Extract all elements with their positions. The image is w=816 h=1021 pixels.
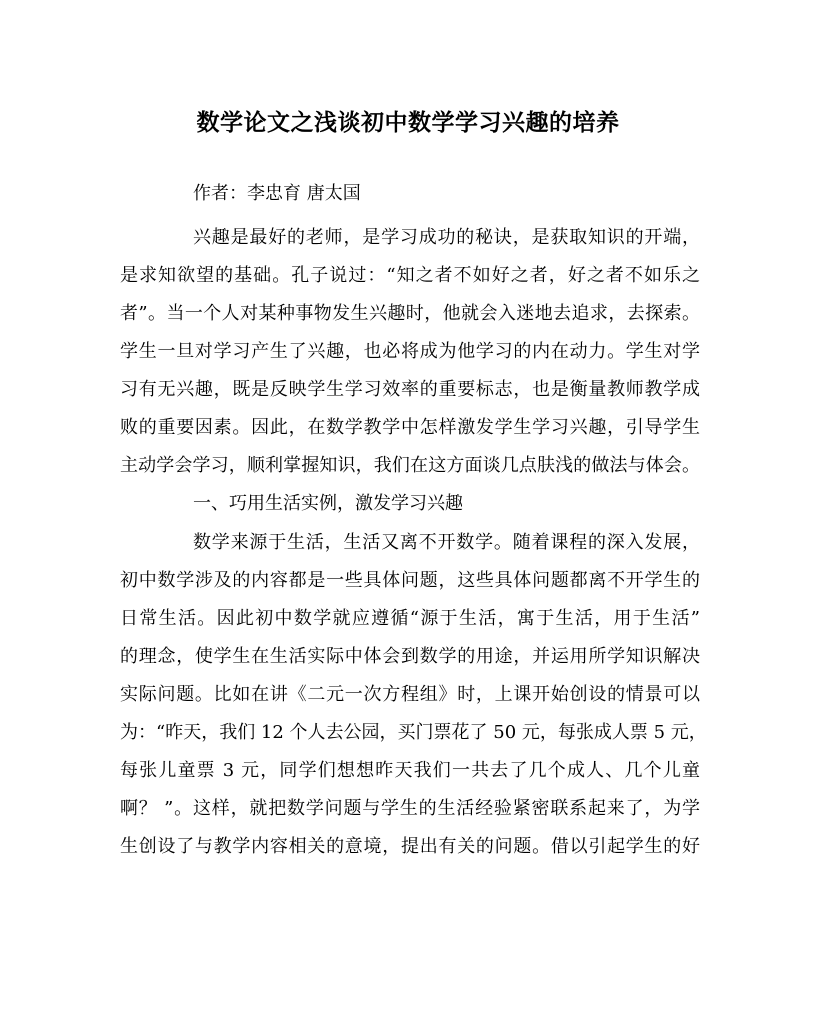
paragraph-line: 为：“昨天，我们 12 个人去公园，买门票花了 50 元，每张成人票 5 元， xyxy=(120,722,707,743)
document-title: 数学论文之浅谈初中数学学习兴趣的培养 xyxy=(196,109,620,136)
paragraph-line: 初中数学涉及的内容都是一些具体问题，这些具体问题都离不开学生的 xyxy=(120,570,700,591)
section-heading: 一、巧用生活实例，激发学习兴趣 xyxy=(193,493,463,514)
paragraph-line: 败的重要因素。因此，在数学教学中怎样激发学生学习兴趣，引导学生 xyxy=(120,417,700,438)
paragraph-line: 生创设了与教学内容相关的意境，提出有关的问题。借以引起学生的好 xyxy=(120,836,700,857)
paragraph-line: 兴趣是最好的老师，是学习成功的秘诀，是获取知识的开端， xyxy=(193,227,700,248)
paragraph-line: 实际问题。比如在讲《二元一次方程组》时，上课开始创设的情景可以 xyxy=(120,684,700,705)
paragraph-line: 日常生活。因此初中数学就应遵循“源于生活，寓于生活，用于生活” xyxy=(120,608,700,629)
paragraph-line: 者”。当一个人对某种事物发生兴趣时，他就会入迷地去追求，去探索。 xyxy=(120,303,700,324)
paragraph-line: 的理念，使学生在生活实际中体会到数学的用途，并运用所学知识解决 xyxy=(120,646,700,667)
paragraph-line: 是求知欲望的基础。孔子说过：“知之者不如好之者，好之者不如乐之 xyxy=(120,265,700,286)
paragraph-line: 学生一旦对学习产生了兴趣，也必将成为他学习的内在动力。学生对学 xyxy=(120,341,700,362)
paragraph-line: 啊？ ”。这样，就把数学问题与学生的生活经验紧密联系起来了，为学 xyxy=(120,798,700,819)
paragraph-line: 数学来源于生活，生活又离不开数学。随着课程的深入发展， xyxy=(193,532,700,553)
author-byline: 作者：李忠育 唐太国 xyxy=(193,183,361,204)
paragraph-line: 主动学会学习，顺利掌握知识，我们在这方面谈几点肤浅的做法与体会。 xyxy=(120,455,700,476)
paragraph-line: 每张儿童票 3 元，同学们想想昨天我们一共去了几个成人、几个儿童 xyxy=(120,760,700,781)
paragraph-line: 习有无兴趣，既是反映学生学习效率的重要标志，也是衡量教师教学成 xyxy=(120,379,700,400)
